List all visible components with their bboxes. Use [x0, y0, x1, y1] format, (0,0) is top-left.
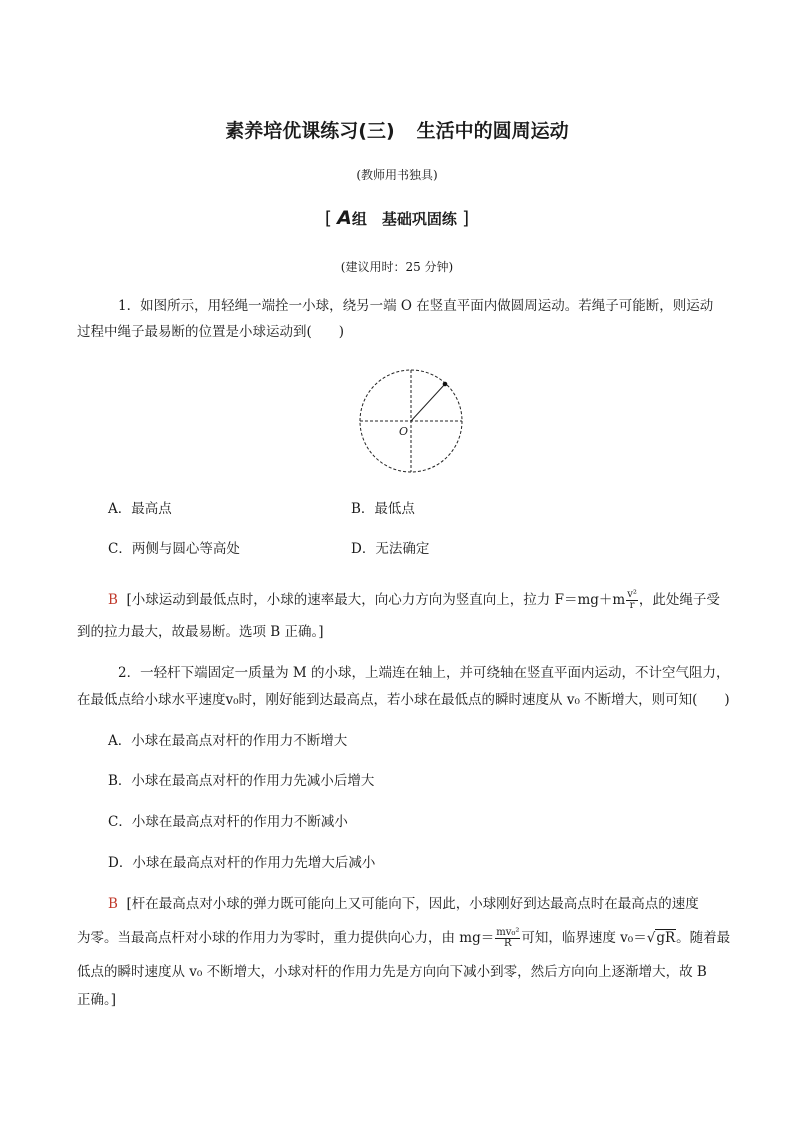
- q1-answer-line2: 到的拉力最大，故最易断。选项 B 正确。]: [77, 624, 324, 640]
- q2-sqrt-content: gR: [656, 930, 676, 946]
- q2-stem-line1: 2．一轻杆下端固定一质量为 M 的小球，上端连在轴上，并可绕轴在竖直平面内运动，不计空气阻力，: [118, 665, 730, 681]
- q2-option-a: A．小球在最高点对杆的作用力不断增大: [108, 733, 348, 749]
- q2-answer-line4: 正确。]: [77, 992, 117, 1008]
- q2-answer-text2-post: 。随着最: [676, 930, 731, 946]
- q1-option-d: D．无法确定: [351, 541, 430, 557]
- q2-option-c: C．小球在最高点对杆的作用力不断减小: [108, 814, 348, 830]
- q1-answer-letter: B: [108, 592, 118, 608]
- q2-answer-text2-mid: 可知，临界速度 v₀＝√: [521, 930, 656, 946]
- group-heading: [0, 207, 794, 229]
- q2-answer-line2: [77, 928, 730, 949]
- page-title: [0, 116, 794, 143]
- time-note: (建议用时：25 分钟): [340, 260, 454, 274]
- bracket-close: ]: [462, 208, 470, 229]
- group-letter: A: [337, 207, 352, 229]
- group-label: 组 基础巩固练: [351, 210, 457, 228]
- q2-frac-den: R: [504, 938, 512, 949]
- q2-fraction: [495, 928, 520, 949]
- q2-answer-letter: B: [108, 896, 118, 912]
- q1-option-c: C．两侧与圆心等高处: [108, 541, 240, 557]
- bracket-open: [: [324, 208, 332, 229]
- q1-frac-num: v²: [627, 589, 637, 600]
- q1-answer-text-post: ，此处绳子受: [638, 592, 720, 608]
- q2-answer-text1: [杆在最高点对小球的弹力既可能向上又可能向下，因此，小球刚好到达最高点时在最高点的速度: [126, 896, 699, 912]
- q1-stem-line2: 过程中绳子最易断的位置是小球运动到( ): [77, 324, 345, 340]
- q1-stem-line1: 1．如图所示，用轻绳一端拴一小球，绕另一端 O 在竖直平面内做圆周运动。若绳子可能断，则运动: [118, 298, 714, 314]
- q2-option-b: B．小球在最高点对杆的作用力先减小后增大: [108, 773, 375, 789]
- title-main: 素养培优课练习(三): [225, 120, 395, 142]
- q2-option-d: D．小球在最高点对杆的作用力先增大后减小: [108, 855, 376, 871]
- ball-dot: [443, 382, 448, 387]
- q2-stem-line2: 在最低点给小球水平速度v₀时，刚好能到达最高点，若小球在最低点的瞬时速度从 v₀ 不断增大，则可知( ): [77, 692, 730, 708]
- q2-answer-line3: 低点的瞬时速度从 v₀ 不断增大，小球对杆的作用力先是方向向下减小到零，然后方向向上逐渐增大，故 B: [77, 964, 707, 980]
- q1-answer-line1: [108, 590, 720, 611]
- q1-answer-text-pre: [小球运动到最低点时，小球的速率最大，向心力方向为竖直向上，拉力 F＝mg＋m: [126, 592, 626, 608]
- q1-fraction: [626, 590, 638, 611]
- circle-figure: [355, 365, 470, 477]
- rope-line: [411, 384, 445, 421]
- q1-frac-den: r: [629, 600, 635, 611]
- q1-option-a: A．最高点: [108, 501, 172, 517]
- q2-answer-text2-pre: 为零。当最高点杆对小球的作用力为零时，重力提供向心力，由 mg＝: [77, 930, 495, 946]
- q2-answer-line1: [108, 894, 699, 914]
- center-label: O: [399, 425, 409, 438]
- q2-frac-num: mv₀²: [496, 927, 520, 938]
- subtitle: (教师用书独具): [356, 168, 438, 182]
- title-topic: 生活中的圆周运动: [416, 120, 569, 142]
- q1-option-b: B．最低点: [351, 501, 415, 517]
